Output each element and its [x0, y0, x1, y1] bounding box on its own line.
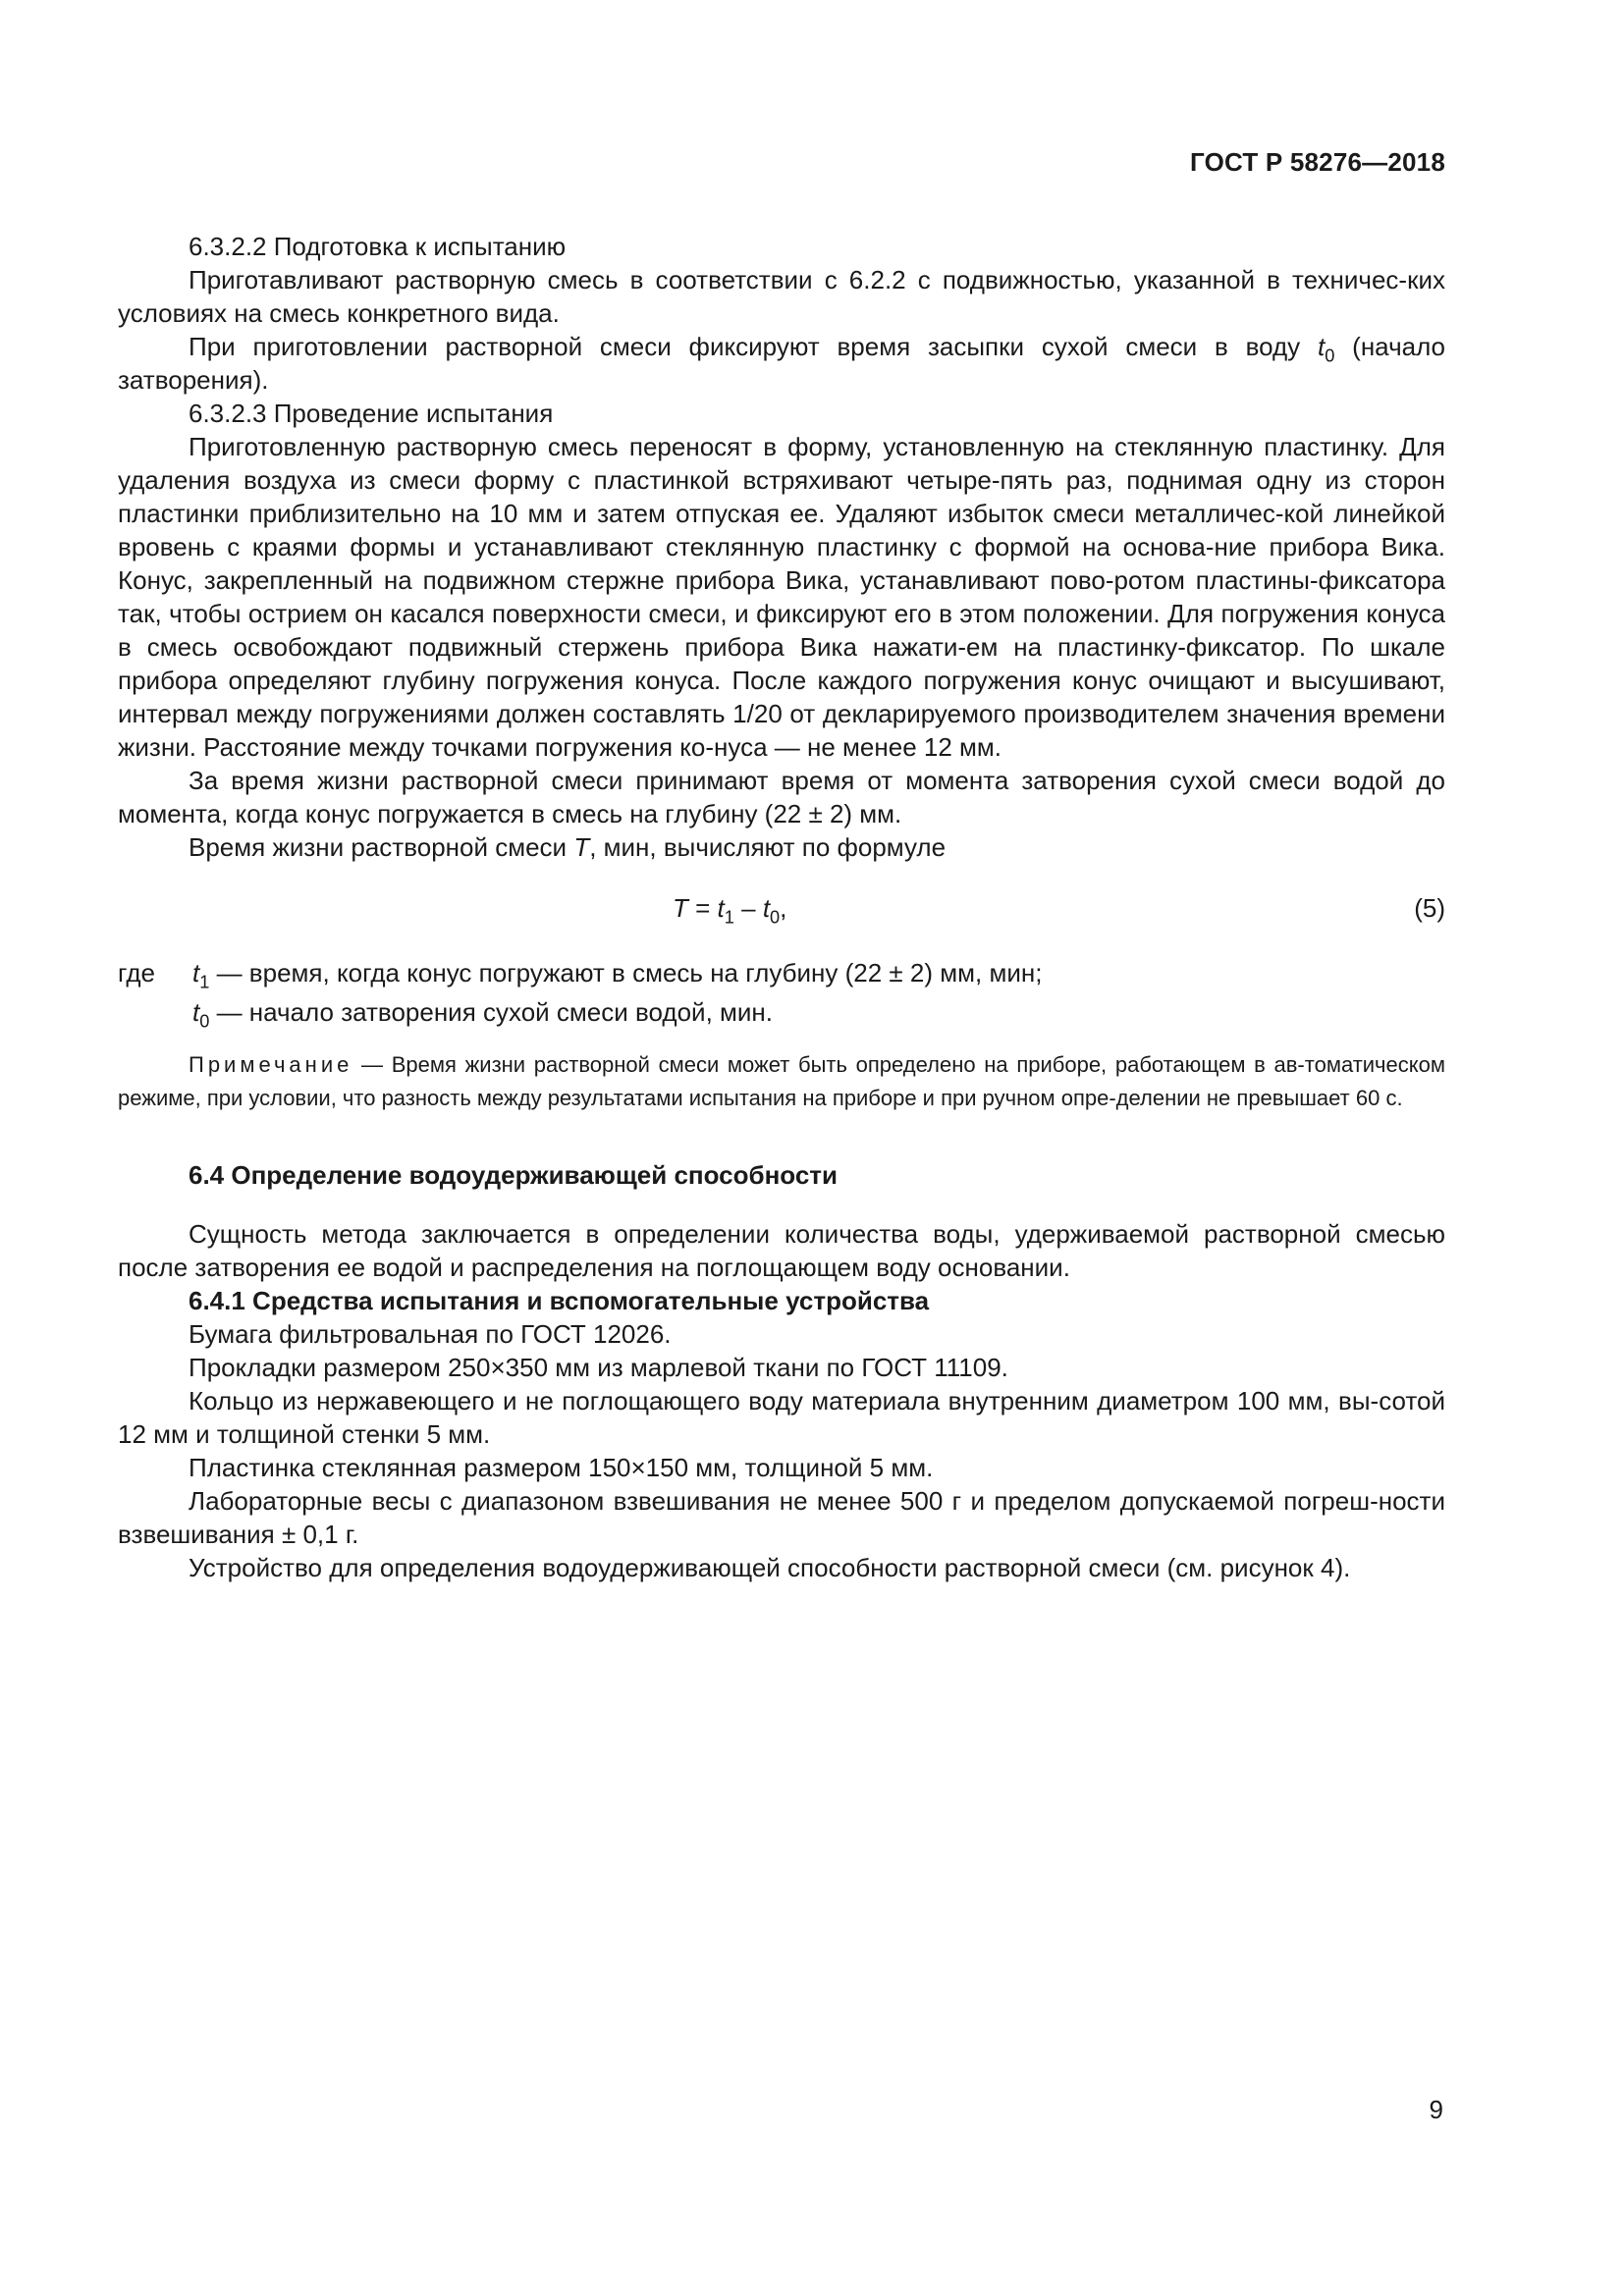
document-body	[118, 230, 1445, 1584]
paragraph: Приготовленную растворную смесь переносят в форму, установленную на стеклянную пластинку. Для удаления воздуха из смеси форму с пластинкой встряхивают четыре-пять раз, поднимая одну из сторон пластинки приблизительно на 10 мм и затем отпуская ее. Удаляют избыток смеси металличес-кой линейкой вровень с краями формы и устанавливают стеклянную пластинку с формой на основа-ние прибора Вика. Конус, закрепленный на подвижном стержне прибора Вика, устанавливают пово-ротом пластины-фиксатора так, чтобы острием он касался поверхности смеси, и фиксируют его в этом положении. Для погружения конуса в смесь освобождают подвижный стержень прибора Вика нажати-ем на пластинку-фиксатор. По шкале прибора определяют глубину погружения конуса. После каждого погружения конус очищают и высушивают, интервал между погружениями должен составлять 1/20 от декларируемого производителем значения времени жизни. Расстояние между точками погружения ко-нуса — не менее 12 мм.	[118, 432, 1445, 762]
variable-t: t	[1318, 332, 1326, 361]
formula-number: (5)	[1414, 893, 1445, 923]
document-code: ГОСТ Р 58276—2018	[1190, 147, 1445, 177]
paragraph: За время жизни растворной смеси принимают время от момента затворения сухой смеси водой до момента, когда конус погружается в смесь на глубину (22 ± 2) мм.	[118, 766, 1445, 828]
variable-T: T	[573, 832, 590, 862]
section-6-4-1-title: 6.4.1 Средства испытания и вспомогательные устройства	[189, 1286, 930, 1315]
formula-expression: $T = t_1 - t_0$,	[673, 893, 787, 928]
legend-row: где $t_1$ — время, когда конус погружают в смесь на глубину (22 ± 2) мм, мин;	[118, 958, 1043, 992]
list-item: Пластинка стеклянная размером 150×150 мм, толщиной 5 мм.	[189, 1453, 934, 1482]
page-number: 9	[1429, 2095, 1443, 2124]
list-item: Лабораторные весы с диапазоном взвешивания не менее 500 г и пределом допускаемой погреш-ности взвешивания ± 0,1 г.	[118, 1486, 1445, 1549]
list-item: Кольцо из нержавеющего и не поглощающего воду материала внутренним диаметром 100 мм, вы-сотой 12 мм и толщиной стенки 5 мм.	[118, 1386, 1445, 1449]
legend-label: где	[118, 958, 155, 988]
paragraph: При приготовлении растворной смеси фиксируют время засыпки сухой смеси в воду $t_0$ (начало затворения).	[118, 332, 1446, 395]
section-6-3-2-2-title: 6.3.2.2 Подготовка к испытанию	[189, 232, 567, 261]
paragraph: Время жизни растворной смеси T, мин, вычисляют по формуле	[189, 832, 947, 862]
list-item: Бумага фильтровальная по ГОСТ 12026.	[189, 1319, 672, 1349]
formula-legend	[118, 956, 1445, 1035]
legend-row: $t_0$ — начало затворения сухой смеси водой, мин.	[192, 997, 773, 1032]
formula-5	[118, 891, 1445, 931]
section-6-3-2-3-title: 6.3.2.3 Проведение испытания	[189, 399, 554, 428]
list-item: Прокладки размером 250×350 мм из марлевой ткани по ГОСТ 11109.	[189, 1353, 1008, 1382]
note-label: Примечание	[189, 1052, 353, 1077]
paragraph: Сущность метода заключается в определении количества воды, удерживаемой растворной смесью после затворения ее водой и распределения на поглощающем воду основании.	[118, 1219, 1445, 1282]
list-item: Устройство для определения водоудерживающей способности растворной смеси (см. рисунок 4).	[189, 1553, 1351, 1582]
note: Примечание — Время жизни растворной смеси может быть определено на приборе, работающем в ав-томатическом режиме, при условии, что разность между результатами испытания на приборе и при ручном опре-делении не превышает 60 с.	[118, 1052, 1445, 1110]
paragraph: Приготавливают растворную смесь в соответствии с 6.2.2 с подвижностью, указанной в техничес-ких условиях на смесь конкретного вида.	[118, 265, 1445, 328]
section-6-4-title: 6.4 Определение водоудерживающей способности	[189, 1160, 838, 1190]
